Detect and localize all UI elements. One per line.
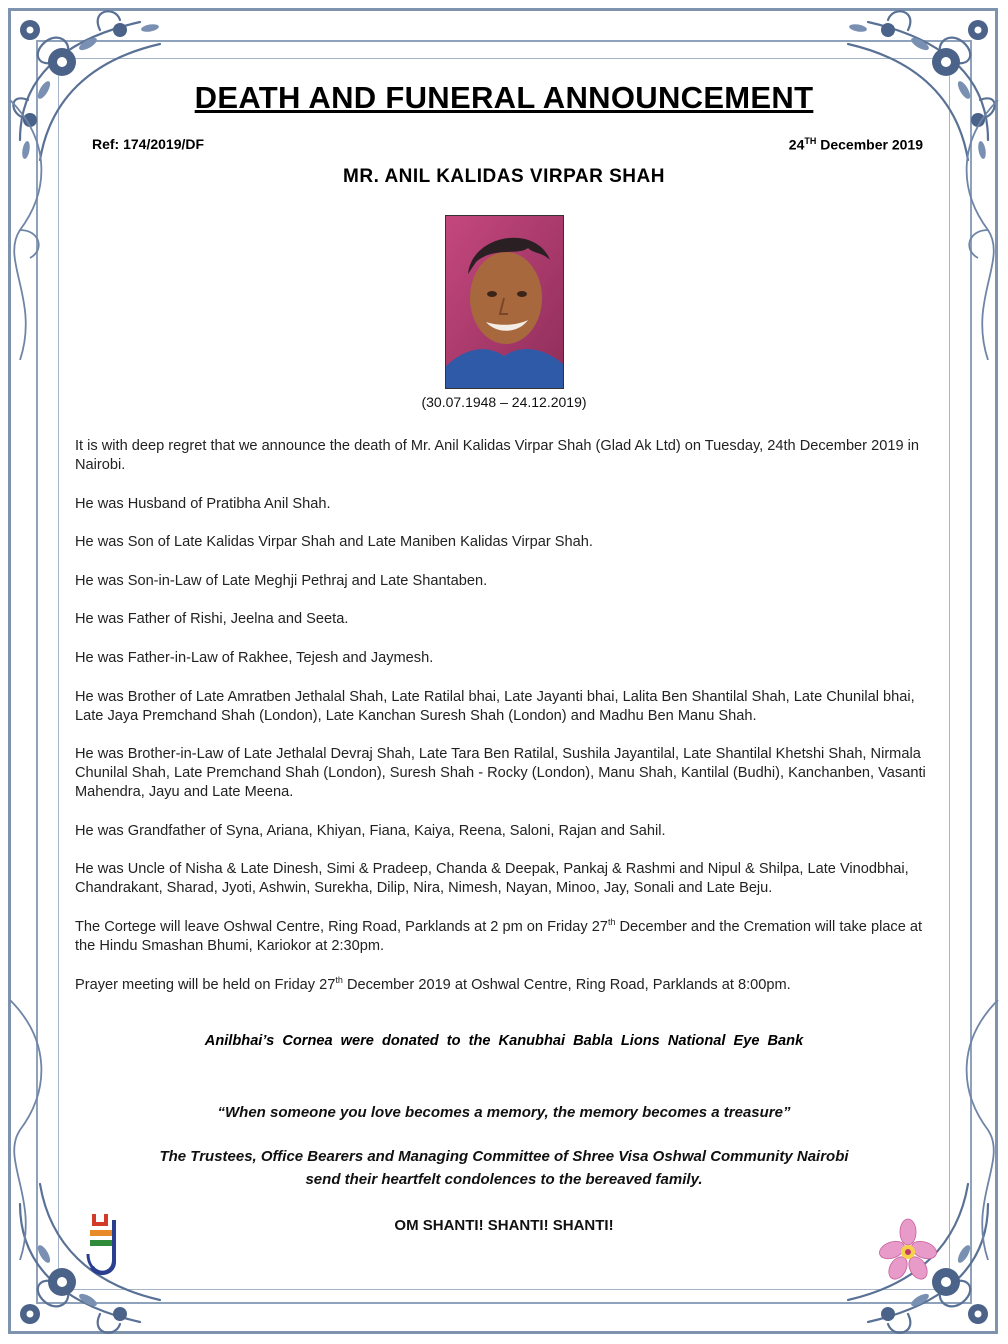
- announcement-date: [789, 136, 923, 153]
- reference-number: Ref: 174/2019/DF: [92, 136, 205, 152]
- side-flourish-icon: [0, 100, 60, 360]
- body-paragraph: He was Father of Rishi, Jeelna and Seeta.: [75, 611, 349, 628]
- prayer-paragraph: [75, 976, 931, 995]
- body-paragraph: He was Son-in-Law of Late Meghji Pethraj and Late Shantaben.: [75, 572, 488, 589]
- side-flourish-icon: [948, 100, 1008, 360]
- cortege-paragraph: [75, 918, 931, 956]
- community-logo-icon: [82, 1210, 124, 1282]
- body-paragraph: He was Brother-in-Law of Late Jethalal Devraj Shah, Late Tara Ben Ratilal, Sushila Jayantilal, Late Shantilal Khetshi Shah, Nirmala Chunilal Shah, Late Premchand Shah (London), Suresh Shah - Rocky (London), Manu Shah, Kantilal (Budhi), Kanchanben, Vasanti Mahendra, Jayu and Late Meena.: [75, 746, 926, 801]
- portrait-photo: [445, 215, 564, 389]
- body-paragraph: It is with deep regret that we announce the death of Mr. Anil Kalidas Virpar Shah (Glad Ak Ltd) on Tuesday, 24th December 2019 in Nairobi.: [75, 438, 919, 473]
- date-suffix: TH: [804, 136, 817, 146]
- portrait-illustration: [446, 216, 563, 388]
- condolence-line-1: The Trustees, Office Bearers and Managing Committee of Shree Visa Oshwal Community Nairobi: [159, 1148, 849, 1165]
- cornea-donation-note: Anilbhai’s Cornea were donated to the Kanubhai Babla Lions National Eye Bank: [204, 1033, 804, 1049]
- memorial-quote: “When someone you love becomes a memory, the memory becomes a treasure”: [217, 1104, 791, 1121]
- life-dates: (30.07.1948 – 24.12.2019): [421, 394, 587, 410]
- condolence-message: [0, 1145, 1008, 1191]
- orchid-flower-icon: [878, 1218, 938, 1284]
- om-shanti-closing: OM SHANTI! SHANTI! SHANTI!: [394, 1217, 614, 1234]
- prayer-text-1: Prayer meeting will be held on Friday 27: [75, 976, 336, 993]
- condolence-line-2: send their heartfelt condolences to the bereaved family.: [305, 1171, 703, 1188]
- cortege-text-2: December and the Cremation will take place at the Hindu Smashan Bhumi, Kariokor at 2:30pm.: [75, 918, 923, 954]
- body-paragraph: He was Father-in-Law of Rakhee, Tejesh and Jaymesh.: [75, 649, 434, 666]
- body-paragraph: He was Uncle of Nisha & Late Dinesh, Simi & Pradeep, Chanda & Deepak, Pankaj & Rashmi and Nipul & Shilpa, Late Vinodbhai, Chandrakant, Sharad, Jyoti, Ashwin, Surekha, Dilip, Nira, Nimesh, Nayan, Minoo, Jay, Sonali and Late Beju.: [75, 861, 909, 897]
- cortege-text-1: The Cortege will leave Oshwal Centre, Ring Road, Parklands at 2 pm on Friday 27: [75, 918, 608, 935]
- page-title: DEATH AND FUNERAL ANNOUNCEMENT: [194, 80, 814, 115]
- body-paragraph: He was Brother of Late Amratben Jethalal Shah, Late Ratilal bhai, Late Jayanti bhai, Lalita Ben Shantilal Shah, Late Chunilal bhai, Late Jaya Premchand Shah (London), Late Kanchan Suresh Shah (London) and Madhu Ben Manu Shah.: [75, 688, 915, 724]
- prayer-sup: th: [335, 974, 343, 985]
- body-paragraph: He was Son of Late Kalidas Virpar Shah and Late Maniben Kalidas Virpar Shah.: [75, 534, 593, 551]
- cortege-sup: th: [607, 917, 616, 928]
- body-paragraph: He was Grandfather of Syna, Ariana, Khiyan, Fiana, Kaiya, Reena, Saloni, Rajan and Sahil.: [75, 822, 666, 839]
- body-paragraph: He was Husband of Pratibha Anil Shah.: [75, 495, 331, 512]
- announcement-body: [75, 437, 931, 1014]
- deceased-name: MR. ANIL KALIDAS VIRPAR SHAH: [343, 166, 665, 187]
- date-month-year: December 2019: [816, 136, 923, 153]
- date-day: 24: [788, 136, 805, 153]
- prayer-text-2: December 2019 at Oshwal Centre, Ring Road, Parklands at 8:00pm.: [342, 976, 791, 993]
